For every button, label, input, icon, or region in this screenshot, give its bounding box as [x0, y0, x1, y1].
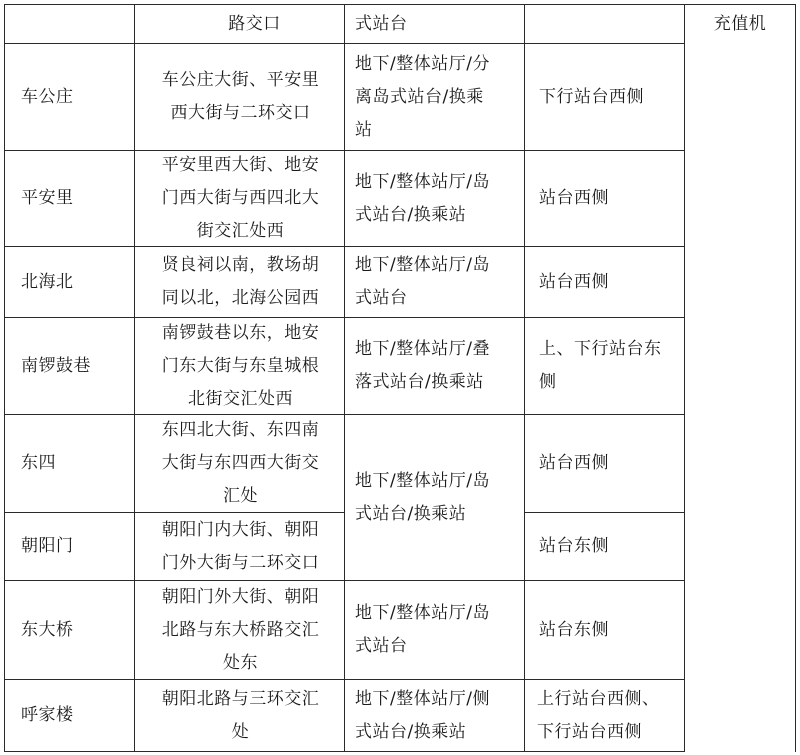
platform-side: 站台西侧 — [539, 271, 609, 292]
header-recharge: 充值机 — [713, 13, 767, 34]
column-line — [795, 4, 796, 752]
station-type: 地下/整体站厅/岛 式站台/换乘站 — [355, 171, 490, 225]
header-name — [5, 5, 134, 43]
station-name: 南锣鼓巷 — [21, 355, 91, 376]
platform-side: 上、下行站台东 侧 — [539, 339, 662, 392]
header-station-type: 式站台 — [355, 13, 408, 34]
header-platform — [525, 5, 684, 43]
station-type: 地下/整体站厅/岛 式站台 — [355, 603, 490, 656]
platform-side: 上行站台西侧、 下行站台西侧 — [537, 688, 660, 742]
station-name: 朝阳门 — [21, 536, 74, 556]
station-location: 车公庄大街、平安里 西大街与二环交口 — [161, 70, 320, 123]
platform-side: 站台西侧 — [539, 453, 609, 473]
station-type: 地下/整体站厅/叠 落式站台/换乘站 — [355, 339, 490, 392]
station-location: 东四北大街、东四南 大街与东四西大街交 汇处 — [161, 420, 320, 506]
platform-side: 站台东侧 — [539, 619, 609, 640]
platform-side: 站台西侧 — [539, 188, 609, 208]
station-location: 朝阳门内大街、朝阳 门外大街与二环交口 — [161, 519, 320, 573]
station-name: 东大桥 — [21, 619, 74, 640]
station-type: 地下/整体站厅/侧 式站台/换乘站 — [355, 688, 490, 742]
station-name: 车公庄 — [21, 86, 74, 107]
platform-side: 站台东侧 — [539, 536, 609, 556]
station-location: 平安里西大街、地安 门西大街与西四北大 街交汇处西 — [161, 155, 320, 241]
station-name: 北海北 — [21, 271, 74, 292]
station-location: 南锣鼓巷以东，地安 门东大街与东皇城根 北街交汇处西 — [161, 322, 320, 409]
station-name: 呼家楼 — [21, 705, 74, 725]
station-type: 地下/整体站厅/岛 式站台 — [355, 255, 490, 308]
header-location: 路交口 — [228, 13, 281, 34]
station-type: 地下/整体站厅/分 离岛式站台/换乘 站 — [355, 53, 490, 140]
station-type: 地下/整体站厅/岛 式站台/换乘站 — [355, 470, 490, 524]
station-name: 平安里 — [21, 188, 74, 208]
station-name: 东四 — [21, 453, 56, 473]
platform-side: 下行站台西侧 — [539, 86, 644, 107]
station-location: 贤良祠以南，教场胡 同以北，北海公园西 — [161, 255, 320, 308]
station-location: 朝阳门外大街、朝阳 北路与东大桥路交汇 处东 — [161, 586, 320, 673]
station-location: 朝阳北路与三环交汇 处 — [161, 688, 320, 742]
column-line — [684, 4, 685, 752]
